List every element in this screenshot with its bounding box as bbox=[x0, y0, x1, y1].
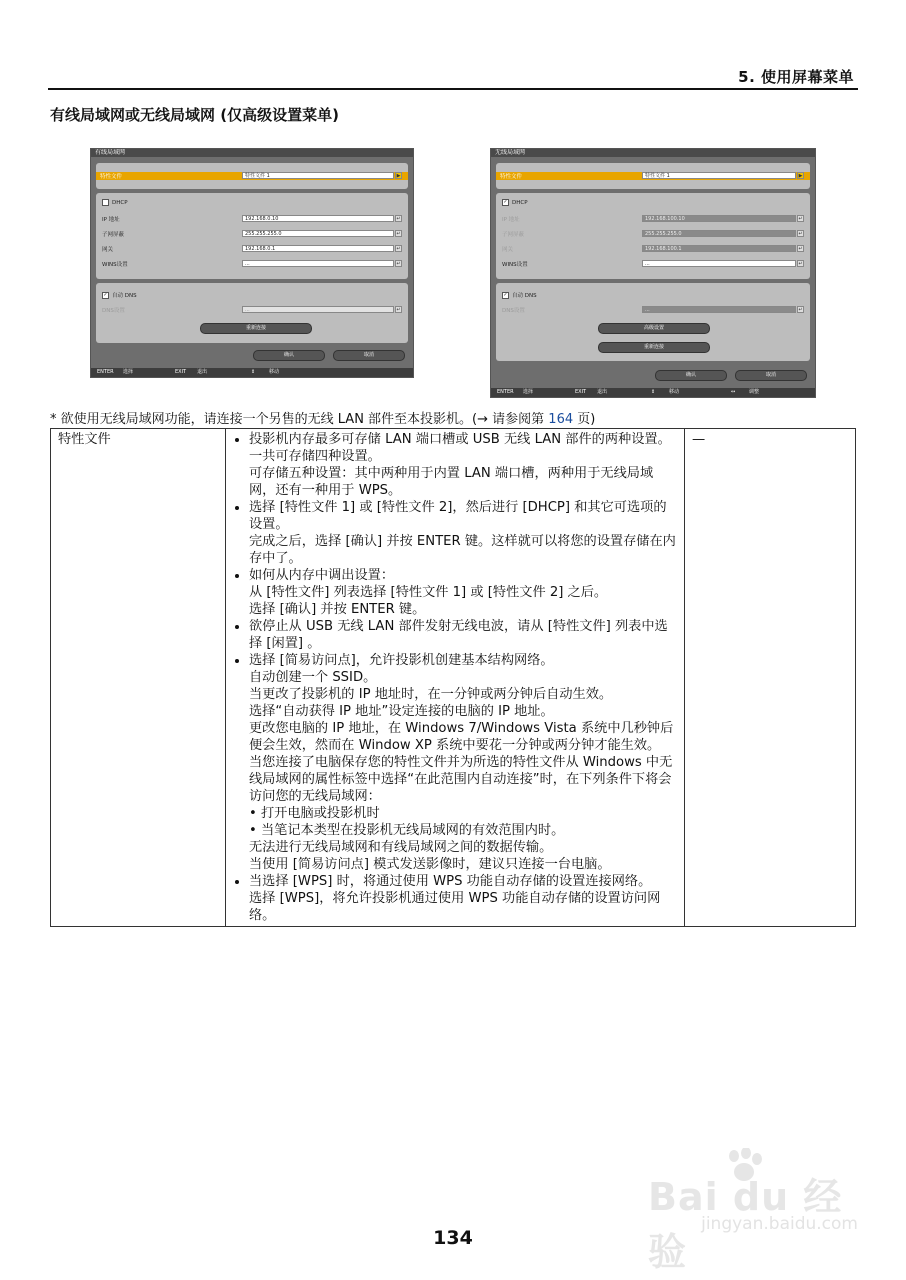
footnote bbox=[50, 408, 595, 427]
footer-move: 移动 bbox=[269, 369, 280, 375]
enter-icon: ↵ bbox=[798, 231, 803, 237]
ip-label: IP 地址 bbox=[102, 217, 120, 223]
wireless-lan-menu-screenshot bbox=[490, 148, 816, 398]
auto-dns-checkbox[interactable]: ✓ bbox=[103, 292, 108, 298]
enter-icon: ↵ bbox=[798, 216, 803, 222]
exit-key-icon: EXIT bbox=[575, 389, 587, 395]
description-line: • 打开电脑或投影机时 bbox=[249, 806, 380, 821]
ip-label: IP 地址 bbox=[502, 217, 520, 223]
description-line: • 选择 [简易访问点]，允许投影机创建基本结构网络。 bbox=[249, 653, 554, 668]
menu-footer bbox=[491, 388, 815, 397]
ip-field[interactable]: 192.168.0.10 bbox=[242, 215, 394, 222]
reconnect-button[interactable]: 重新连接 bbox=[200, 323, 312, 334]
gateway-label: 网关 bbox=[502, 247, 514, 253]
description-item bbox=[249, 431, 677, 499]
description-line: 选择“自动获得 IP 地址”设定连接的电脑的 IP 地址。 bbox=[249, 704, 554, 719]
dhcp-row[interactable] bbox=[502, 199, 804, 207]
gateway-field: 192.168.100.1 bbox=[642, 245, 796, 252]
description-cell bbox=[226, 429, 685, 927]
ok-button[interactable]: 确认 bbox=[655, 370, 727, 381]
enter-icon[interactable]: ↵ bbox=[396, 231, 401, 237]
footer-select: 选择 bbox=[123, 369, 134, 375]
dns-field: ... bbox=[642, 306, 796, 313]
gateway-label: 网关 bbox=[102, 247, 114, 253]
ip-row bbox=[102, 215, 402, 223]
enter-icon[interactable]: ↵ bbox=[396, 246, 401, 252]
auto-dns-label: 自动 DNS bbox=[112, 293, 137, 299]
profile-arrow-icon[interactable]: ▶ bbox=[396, 173, 401, 179]
description-line: 当使用 [简易访问点] 模式发送影像时，建议只连接一台电脑。 bbox=[249, 857, 611, 872]
subnet-label: 子网屏蔽 bbox=[502, 232, 525, 238]
description-line: 自动创建一个 SSID。 bbox=[249, 670, 377, 685]
enter-key-icon: ENTER bbox=[497, 389, 514, 395]
watermark-url: jingyan.baidu.com bbox=[701, 1214, 858, 1234]
description-line: 选择 [确认] 并按 ENTER 键。 bbox=[249, 602, 426, 617]
description-line: • 选择 [特性文件 1] 或 [特性文件 2]，然后进行 [DHCP] 和其它可选项的设置。 bbox=[249, 500, 667, 532]
auto-dns-checkbox[interactable]: ✓ bbox=[503, 292, 508, 298]
subnet-field[interactable]: 255.255.255.0 bbox=[242, 230, 394, 237]
footnote-suffix: 页) bbox=[573, 412, 596, 427]
profile-row[interactable] bbox=[496, 172, 810, 180]
footer-exit: 退出 bbox=[597, 389, 608, 395]
enter-icon: ↵ bbox=[798, 307, 803, 313]
wins-row bbox=[102, 260, 402, 268]
chapter-divider bbox=[48, 88, 858, 90]
cancel-button[interactable]: 取消 bbox=[333, 350, 405, 361]
footnote-text: * 欲使用无线局域网功能，请连接一个另售的无线 LAN 部件至本投影机。(→ 请参阅第 bbox=[50, 412, 549, 427]
wins-label: WINS设置 bbox=[102, 262, 128, 268]
gateway-row bbox=[102, 245, 402, 253]
enter-icon[interactable]: ↵ bbox=[798, 261, 803, 267]
wired-lan-menu-screenshot bbox=[90, 148, 414, 378]
description-item bbox=[249, 499, 677, 567]
dhcp-label: DHCP bbox=[512, 200, 528, 206]
watermark-logo: Bai du 经验 bbox=[648, 1175, 843, 1274]
description-line: 当更改了投影机的 IP 地址时，在一分钟或两分钟后自动生效。 bbox=[249, 687, 613, 702]
address-panel bbox=[496, 193, 810, 279]
footer-exit: 退出 bbox=[197, 369, 208, 375]
profile-label: 特性文件 bbox=[500, 174, 523, 180]
description-line: 可存储五种设置：其中两种用于内置 LAN 端口槽，两种用于无线局域网，还有一种用于 WPS。 bbox=[249, 466, 654, 498]
dns-panel bbox=[496, 283, 810, 361]
description-line: • 如何从内存中调出设置： bbox=[249, 568, 395, 583]
description-line: 从 [特性文件] 列表选择 [特性文件 1] 或 [特性文件 2] 之后。 bbox=[249, 585, 608, 600]
description-line: 完成之后，选择 [确认] 并按 ENTER 键。这样就可以将您的设置存储在内存中了。 bbox=[249, 534, 676, 566]
table-row bbox=[51, 429, 856, 927]
description-line: 更改您电脑的 IP 地址，在 Windows 7/Windows Vista 系统中几秒钟后便会生效，然而在 Window XP 系统中要花一分钟或两分钟才能生效。 bbox=[249, 721, 674, 753]
wins-row bbox=[502, 260, 804, 268]
description-line: 无法进行无线局域网和有线局域网之间的数据传输。 bbox=[249, 840, 553, 855]
enter-icon[interactable]: ↵ bbox=[396, 216, 401, 222]
exit-key-icon: EXIT bbox=[175, 369, 187, 375]
profile-label: 特性文件 bbox=[100, 174, 123, 180]
profile-panel bbox=[96, 163, 408, 189]
value-cell: — bbox=[685, 429, 856, 927]
subnet-field: 255.255.255.0 bbox=[642, 230, 796, 237]
ip-row bbox=[502, 215, 804, 223]
gateway-row bbox=[502, 245, 804, 253]
dns-field: ... bbox=[242, 306, 394, 313]
description-line: • 当笔记本类型在投影机无线局域网的有效范围内时。 bbox=[249, 823, 565, 838]
description-item bbox=[249, 652, 677, 873]
baidu-watermark bbox=[648, 1148, 858, 1274]
auto-dns-label: 自动 DNS bbox=[512, 293, 537, 299]
subnet-row bbox=[502, 230, 804, 238]
description-line: • 欲停止从 USB 无线 LAN 部件发射无线电波，请从 [特性文件] 列表中选择 [闲置] 。 bbox=[249, 619, 668, 651]
profile-row[interactable] bbox=[96, 172, 408, 180]
auto-dns-row[interactable] bbox=[102, 291, 402, 299]
footer-adjust: 调整 bbox=[749, 389, 760, 395]
gateway-field[interactable]: 192.168.0.1 bbox=[242, 245, 394, 252]
move-key-icon: ⇕ bbox=[651, 389, 656, 395]
menu-footer bbox=[91, 368, 413, 377]
row-label-cell: 特性文件 bbox=[51, 429, 226, 927]
description-item bbox=[249, 873, 677, 924]
description-line: • 当选择 [WPS] 时，将通过使用 WPS 功能自动存储的设置连接网络。 bbox=[249, 874, 652, 889]
move-key-icon: ⇕ bbox=[251, 369, 256, 375]
dns-row bbox=[102, 306, 402, 314]
address-panel bbox=[96, 193, 408, 279]
footer-move: 移动 bbox=[669, 389, 680, 395]
profile-panel bbox=[496, 163, 810, 189]
dns-panel bbox=[96, 283, 408, 343]
wins-field[interactable]: ... bbox=[642, 260, 796, 267]
dns-label: DNS设置 bbox=[102, 308, 125, 314]
description-item bbox=[249, 618, 677, 652]
settings-table bbox=[50, 428, 856, 927]
ip-field: 192.168.100.10 bbox=[642, 215, 796, 222]
enter-icon: ↵ bbox=[396, 307, 401, 313]
section-title: 有线局域网或无线局域网 (仅高级设置菜单) bbox=[50, 106, 339, 124]
description-item bbox=[249, 567, 677, 618]
profile-arrow-icon[interactable]: ▶ bbox=[798, 173, 803, 179]
subnet-label: 子网屏蔽 bbox=[102, 232, 125, 238]
description-list bbox=[233, 431, 677, 924]
description-line: • 投影机内存最多可存储 LAN 端口槽或 USB 无线 LAN 部件的两种设置。一共可存储四种设置。 bbox=[249, 432, 671, 464]
dhcp-checkbox[interactable]: ✓ bbox=[503, 199, 508, 205]
enter-icon[interactable]: ↵ bbox=[396, 261, 401, 267]
adjust-key-icon: ↔ bbox=[731, 389, 736, 395]
page-reference-link[interactable]: 164 bbox=[548, 412, 574, 427]
enter-icon: ↵ bbox=[798, 246, 803, 252]
ok-button[interactable]: 确认 bbox=[253, 350, 325, 361]
wins-field[interactable]: ... bbox=[242, 260, 394, 267]
wins-label: WINS设置 bbox=[502, 262, 528, 268]
menu-title: 无线局域网 bbox=[491, 149, 815, 157]
chapter-heading: 5. 使用屏幕菜单 bbox=[738, 68, 854, 86]
footer-select: 选择 bbox=[523, 389, 534, 395]
dhcp-label: DHCP bbox=[112, 200, 128, 206]
cancel-button[interactable]: 取消 bbox=[735, 370, 807, 381]
menu-title: 有线局域网 bbox=[91, 149, 413, 157]
advanced-settings-button[interactable]: 高级设置 bbox=[598, 323, 710, 334]
profile-select[interactable]: 特性文件 1 bbox=[642, 172, 796, 179]
enter-key-icon: ENTER bbox=[97, 369, 114, 375]
profile-select[interactable]: 特性文件 1 bbox=[242, 172, 394, 179]
reconnect-button[interactable]: 重新连接 bbox=[598, 342, 710, 353]
subnet-row bbox=[102, 230, 402, 238]
dhcp-row[interactable] bbox=[102, 199, 402, 207]
page-number: 134 bbox=[433, 1227, 473, 1249]
description-line: 当您连接了电脑保存您的特性文件并为所选的特性文件从 Windows 中无线局域网的属性标签中选择“在此范围内自动连接”时，在下列条件下将会访问您的无线局域网： bbox=[249, 755, 673, 804]
dns-row bbox=[502, 306, 804, 314]
dhcp-checkbox[interactable] bbox=[102, 199, 109, 206]
auto-dns-row[interactable] bbox=[502, 291, 804, 299]
dns-label: DNS设置 bbox=[502, 308, 525, 314]
description-line: 选择 [WPS]，将允许投影机通过使用 WPS 功能自动存储的设置访问网络。 bbox=[249, 891, 661, 923]
